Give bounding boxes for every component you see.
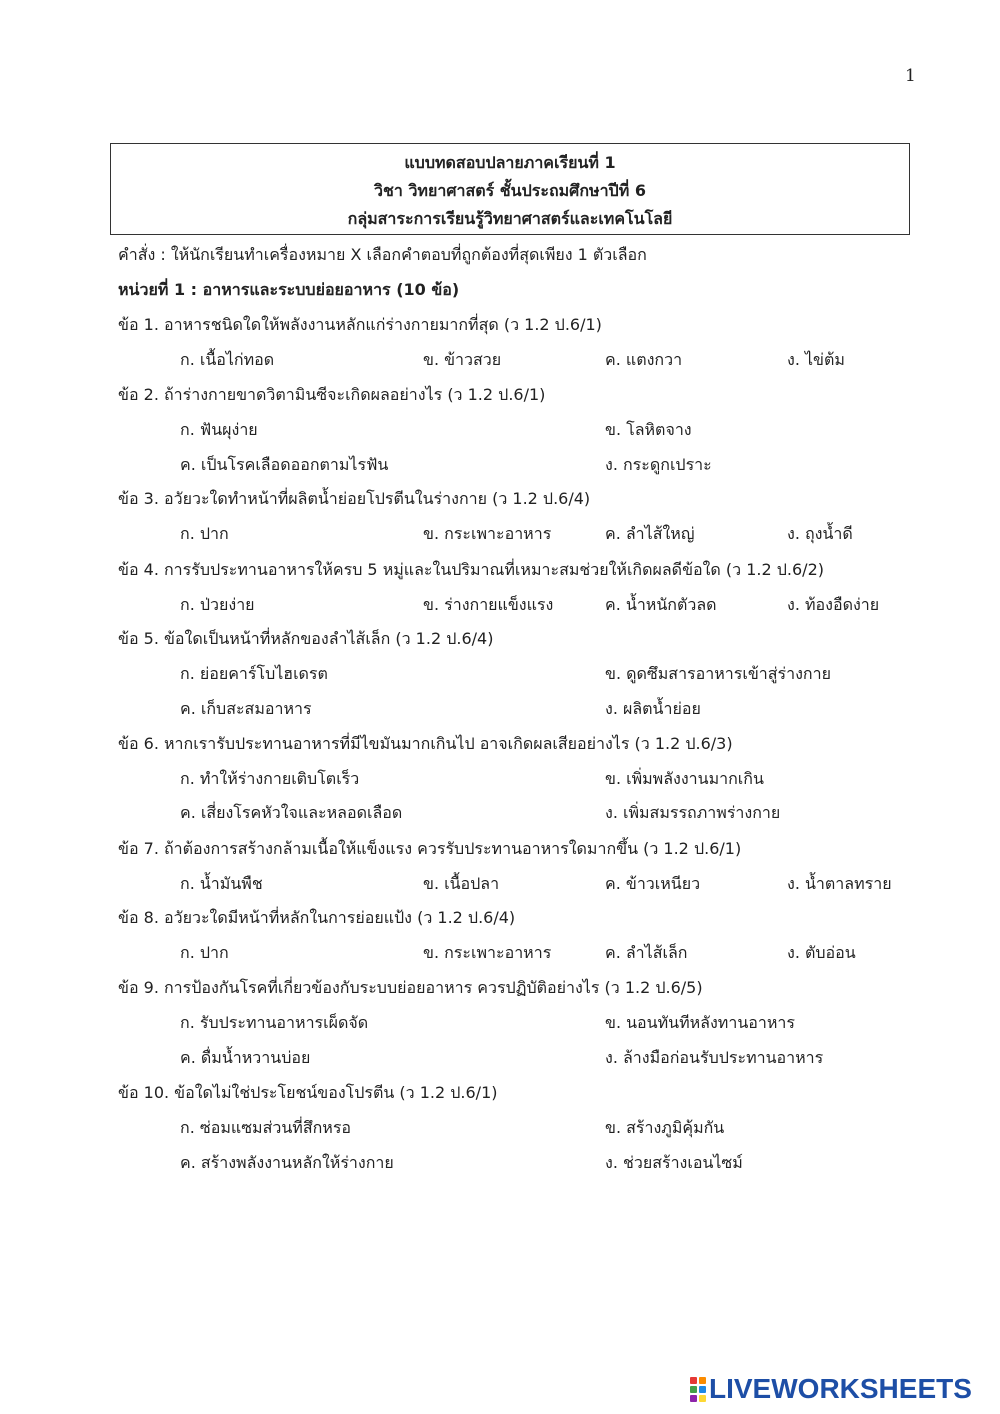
q9-option-a[interactable]: ก. รับประทานอาหารเผ็ดจัด: [180, 1013, 369, 1032]
learning-area: กลุ่มสาระการเรียนรู้วิทยาศาสตร์และเทคโนโลยี: [347, 209, 673, 228]
question-6: ข้อ 6. หากเรารับประทานอาหารที่มีไขมันมากเกินไป อาจเกิดผลเสียอย่างไร (ว 1.2 ป.6/3): [118, 734, 733, 753]
q8-option-c[interactable]: ค. ลำไส้เล็ก: [605, 943, 688, 962]
q3-option-d[interactable]: ง. ถุงน้ำดี: [787, 524, 853, 543]
q3-option-c[interactable]: ค. ลำไส้ใหญ่: [605, 524, 695, 543]
q10-option-d[interactable]: ง. ช่วยสร้างเอนไซม์: [605, 1153, 743, 1172]
q10-option-a[interactable]: ก. ซ่อมแซมส่วนที่สึกหรอ: [180, 1118, 352, 1137]
q7-option-b[interactable]: ข. เนื้อปลา: [423, 874, 500, 893]
q5-option-a[interactable]: ก. ย่อยคาร์โบไฮเดรต: [180, 664, 328, 683]
question-10: ข้อ 10. ข้อใดไม่ใช่ประโยชน์ของโปรตีน (ว 1.2 ป.6/1): [118, 1083, 498, 1102]
liveworksheets-logo-icon: [690, 1377, 706, 1402]
q6-option-a[interactable]: ก. ทำให้ร่างกายเติบโตเร็ว: [180, 769, 360, 788]
q2-option-a[interactable]: ก. ฟันผุง่าย: [180, 420, 258, 439]
q4-option-d[interactable]: ง. ท้องอืดง่าย: [787, 595, 880, 614]
q8-option-a[interactable]: ก. ปาก: [180, 943, 229, 962]
q7-option-a[interactable]: ก. น้ำมันพืช: [180, 874, 263, 893]
question-1: ข้อ 1. อาหารชนิดใดให้พลังงานหลักแก่ร่างกายมากที่สุด (ว 1.2 ป.6/1): [118, 315, 602, 334]
q8-option-b[interactable]: ข. กระเพาะอาหาร: [423, 943, 552, 962]
q9-option-c[interactable]: ค. ดื่มน้ำหวานบ่อย: [180, 1048, 311, 1067]
q2-option-c[interactable]: ค. เป็นโรคเลือดออกตามไรฟัน: [180, 455, 389, 474]
q4-option-b[interactable]: ข. ร่างกายแข็งแรง: [423, 595, 554, 614]
q1-option-d[interactable]: ง. ไข่ต้ม: [787, 350, 845, 369]
q6-option-c[interactable]: ค. เสี่ยงโรคหัวใจและหลอดเลือด: [180, 803, 403, 822]
page-number: 1: [905, 66, 916, 86]
q6-option-d[interactable]: ง. เพิ่มสมรรถภาพร่างกาย: [605, 803, 781, 822]
question-5: ข้อ 5. ข้อใดเป็นหน้าที่หลักของลำไส้เล็ก (ว 1.2 ป.6/4): [118, 629, 494, 648]
question-4: ข้อ 4. การรับประทานอาหารให้ครบ 5 หมู่และในปริมาณที่เหมาะสมช่วยให้เกิดผลดีข้อใด (ว 1.2 ป.6/2): [118, 560, 824, 579]
liveworksheets-logo-text: LIVEWORKSHEETS: [709, 1373, 972, 1404]
q5-option-b[interactable]: ข. ดูดซึมสารอาหารเข้าสู่ร่างกาย: [605, 664, 831, 683]
instruction: คำสั่ง : ให้นักเรียนทำเครื่องหมาย X เลือกคำตอบที่ถูกต้องที่สุดเพียง 1 ตัวเลือก: [118, 245, 647, 264]
exam-title: แบบทดสอบปลายภาคเรียนที่ 1: [404, 153, 616, 172]
question-3: ข้อ 3. อวัยวะใดทำหน้าที่ผลิตน้ำย่อยโปรตีนในร่างกาย (ว 1.2 ป.6/4): [118, 489, 591, 508]
title-box: [110, 143, 910, 235]
liveworksheets-logo: [690, 1373, 972, 1405]
q5-option-c[interactable]: ค. เก็บสะสมอาหาร: [180, 699, 312, 718]
q1-option-a[interactable]: ก. เนื้อไก่ทอด: [180, 350, 275, 369]
q1-option-b[interactable]: ข. ข้าวสวย: [423, 350, 502, 369]
q2-option-b[interactable]: ข. โลหิตจาง: [605, 420, 692, 439]
subject-grade: วิชา วิทยาศาสตร์ ชั้นประถมศึกษาปีที่ 6: [374, 181, 646, 200]
q8-option-d[interactable]: ง. ตับอ่อน: [787, 943, 856, 962]
q7-option-c[interactable]: ค. ข้าวเหนียว: [605, 874, 701, 893]
question-9: ข้อ 9. การป้องกันโรคที่เกี่ยวข้องกับระบบย่อยอาหาร ควรปฏิบัติอย่างไร (ว 1.2 ป.6/5): [118, 978, 703, 997]
q4-option-a[interactable]: ก. ป่วยง่าย: [180, 595, 255, 614]
question-8: ข้อ 8. อวัยวะใดมีหน้าที่หลักในการย่อยแป้ง (ว 1.2 ป.6/4): [118, 908, 516, 927]
q9-option-b[interactable]: ข. นอนทันทีหลังทานอาหาร: [605, 1013, 795, 1032]
q9-option-d[interactable]: ง. ล้างมือก่อนรับประทานอาหาร: [605, 1048, 824, 1067]
q10-option-c[interactable]: ค. สร้างพลังงานหลักให้ร่างกาย: [180, 1153, 394, 1172]
q10-option-b[interactable]: ข. สร้างภูมิคุ้มกัน: [605, 1118, 725, 1137]
q3-option-a[interactable]: ก. ปาก: [180, 524, 229, 543]
question-7: ข้อ 7. ถ้าต้องการสร้างกล้ามเนื้อให้แข็งแรง ควรรับประทานอาหารใดมากขึ้น (ว 1.2 ป.6/1): [118, 839, 742, 858]
q6-option-b[interactable]: ข. เพิ่มพลังงานมากเกิน: [605, 769, 764, 788]
q4-option-c[interactable]: ค. น้ำหนักตัวลด: [605, 595, 717, 614]
q3-option-b[interactable]: ข. กระเพาะอาหาร: [423, 524, 552, 543]
q1-option-c[interactable]: ค. แตงกวา: [605, 350, 683, 369]
q2-option-d[interactable]: ง. กระดูกเปราะ: [605, 455, 712, 474]
unit-title: หน่วยที่ 1 : อาหารและระบบย่อยอาหาร (10 ข้อ): [118, 280, 460, 299]
q7-option-d[interactable]: ง. น้ำตาลทราย: [787, 874, 892, 893]
q5-option-d[interactable]: ง. ผลิตน้ำย่อย: [605, 699, 701, 718]
question-2: ข้อ 2. ถ้าร่างกายขาดวิตามินซีจะเกิดผลอย่างไร (ว 1.2 ป.6/1): [118, 385, 546, 404]
